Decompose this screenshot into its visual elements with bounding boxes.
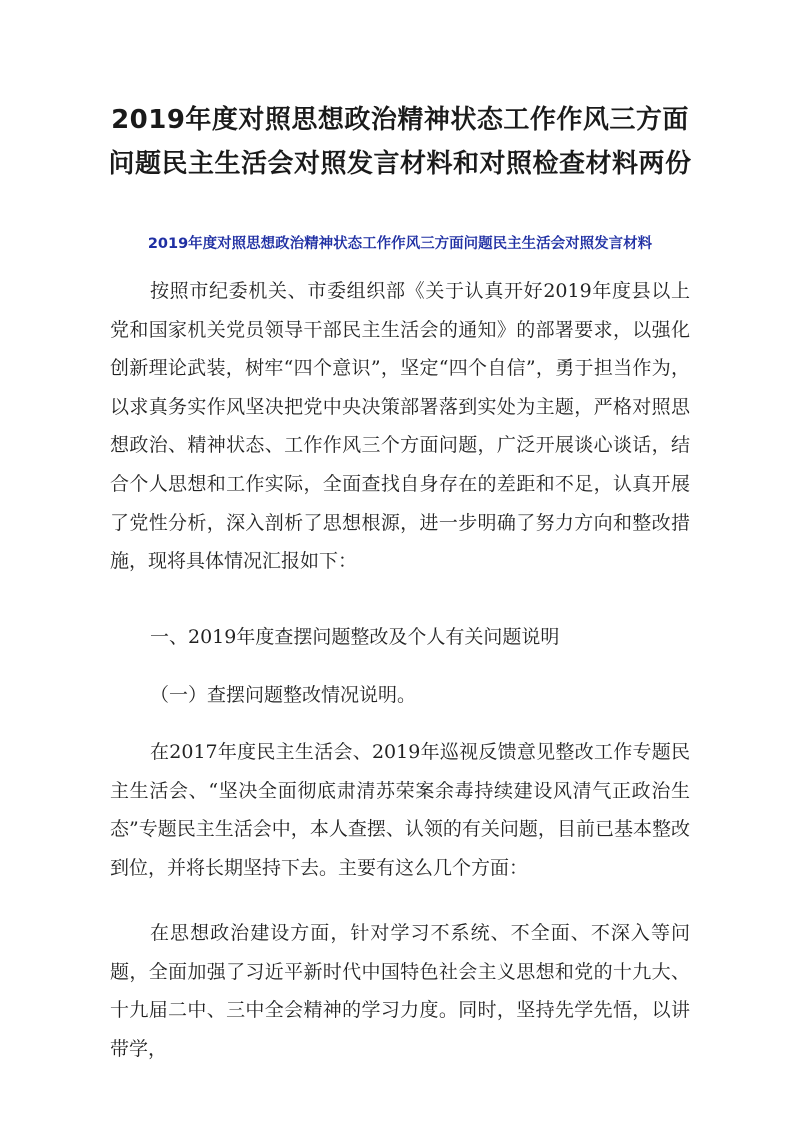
section-heading: 一、2019年度查摆问题整改及个人有关问题说明 (150, 626, 560, 648)
section-subtitle: 2019年度对照思想政治精神状态工作作风三方面问题民主生活会对照发言材料 (147, 236, 653, 252)
body-paragraph: 在思想政治建设方面，针对学习不系统、不全面、不深入等问题，全面加强了习近平新时代中国特色社会主义思想和党的十九大、十九届二中、三中全会精神的学习力度。同时，坚持先学先悟，以讲带学， (110, 922, 690, 1060)
intro-paragraph: 按照市纪委机关、市委组织部《关于认真开好2019年度县以上党和国家机关党员领导干部民主生活会的通知》的部署要求，以强化创新理论武装，树牢“四个意识”，坚定“四个自信”，勇于担当作为，以求真务实作风坚决把党中央决策部署落到实处为主题，严格对照思想政治、精神状态、工作作风三个方面问题，广泛开展谈心谈话，结合个人思想和工作实际，全面查找自身存在的差距和不足，认真开展了党性分析，深入剖析了思想根源，进一步明确了努力方向和整改措施，现将具体情况汇报如下： (110, 280, 690, 573)
body-paragraph: 在2017年度民主生活会、2019年巡视反馈意见整改工作专题民主生活会、“坚决全面彻底肃清苏荣案余毒持续建设风清气正政治生态”专题民主生活会中，本人查摆、认领的有关问题，目前已基本整改到位，并将长期坚持下去。主要有这么几个方面： (110, 741, 690, 879)
subsection-heading: （一）查摆问题整改情况说明。 (150, 684, 417, 706)
document-title: 2019年度对照思想政治精神状态工作作风三方面问题民主生活会对照发言材料和对照检查材料两份 (108, 105, 692, 179)
